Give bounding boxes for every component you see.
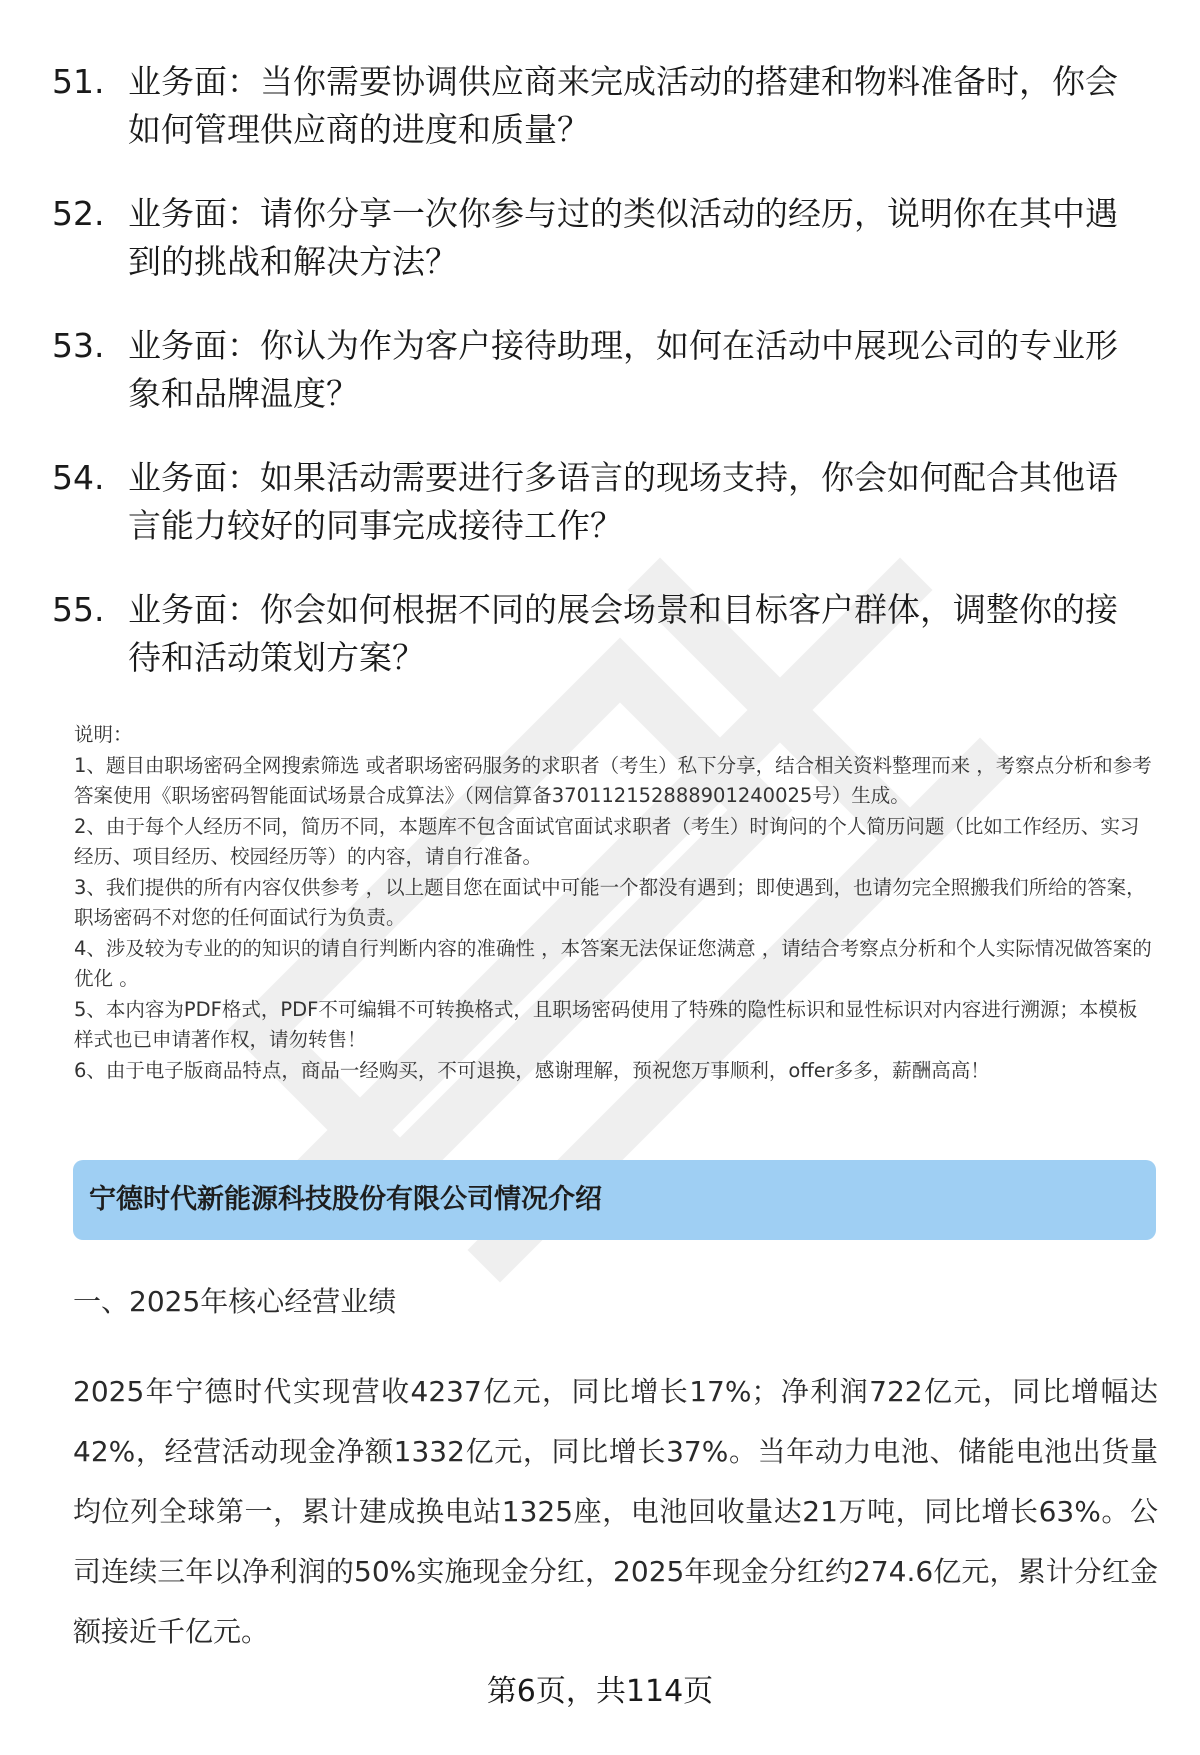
question-number: 51. xyxy=(52,62,105,101)
notes-item: 5、本内容为PDF格式，PDF不可编辑不可转换格式，且职场密码使用了特殊的隐性标识和显性标识对内容进行溯源；本模板样式也已申请著作权，请勿转售！ xyxy=(74,997,1138,1051)
notes-item: 2、由于每个人经历不同，简历不同，本题库不包含面试官面试求职者（考生）时询问的个人简历问题（比如工作经历、实习经历、项目经历、校园经历等）的内容，请自行准备。 xyxy=(74,814,1140,868)
question-number: 53. xyxy=(52,326,105,365)
section-body: 2025年宁德时代实现营收4237亿元，同比增长17%；净利润722亿元，同比增幅达42%，经营活动现金净额1332亿元，同比增长37%。当年动力电池、储能电池出货量均位列全球第一，累计建成换电站1325座，电池回收量达21万吨，同比增长63%。公司连续三年以净利润的50%实施现金分红，2025年现金分红约274.6亿元，累计分红金额接近千亿元。 xyxy=(73,1375,1158,1648)
notes-item: 1、题目由职场密码全网搜索筛选 或者职场密码服务的求职者（考生）私下分享，结合相关资料整理而来 ，考察点分析和参考答案使用《职场密码智能面试场景合成算法》（网信算备370112152888901240025号）生成。 xyxy=(74,753,1152,807)
disclaimer-notes xyxy=(74,720,1154,1086)
question-number: 55. xyxy=(52,590,105,629)
question-text: 业务面：请你分享一次你参与过的类似活动的经历，说明你在其中遇到的挑战和解决方法？ xyxy=(128,194,1118,281)
notes-item: 4、涉及较为专业的的知识的请自行判断内容的准确性 ，本答案无法保证您满意 ，请结合考察点分析和个人实际情况做答案的优化 。 xyxy=(74,936,1152,990)
section-heading: 一、2025年核心经营业绩 xyxy=(73,1285,397,1318)
question-number: 52. xyxy=(52,194,105,233)
banner-title: 宁德时代新能源科技股份有限公司情况介绍 xyxy=(89,1184,602,1215)
notes-heading: 说明： xyxy=(74,723,133,746)
question-item xyxy=(0,58,1200,190)
page-number: 第6页，共114页 xyxy=(486,1674,714,1709)
question-item xyxy=(0,586,1200,718)
question-text: 业务面：你会如何根据不同的展会场景和目标客户群体，调整你的接待和活动策划方案？ xyxy=(128,590,1118,677)
question-number: 54. xyxy=(52,458,105,497)
notes-item: 3、我们提供的所有内容仅供参考 ，以上题目您在面试中可能一个都没有遇到；即使遇到，也请勿完全照搬我们所给的答案，职场密码不对您的任何面试行为负责。 xyxy=(74,875,1146,929)
question-item xyxy=(0,322,1200,454)
question-text: 业务面：当你需要协调供应商来完成活动的搭建和物料准备时，你会如何管理供应商的进度和质量？ xyxy=(128,62,1118,149)
company-intro-banner xyxy=(73,1160,1156,1240)
question-text: 业务面：如果活动需要进行多语言的现场支持，你会如何配合其他语言能力较好的同事完成接待工作？ xyxy=(128,458,1118,545)
question-item xyxy=(0,190,1200,322)
notes-item: 6、由于电子版商品特点，商品一经购买，不可退换，感谢理解，预祝您万事顺利，offer多多，薪酬高高！ xyxy=(74,1058,990,1082)
question-item xyxy=(0,454,1200,586)
question-text: 业务面：你认为作为客户接待助理，如何在活动中展现公司的专业形象和品牌温度？ xyxy=(128,326,1118,413)
question-list xyxy=(0,58,1200,718)
